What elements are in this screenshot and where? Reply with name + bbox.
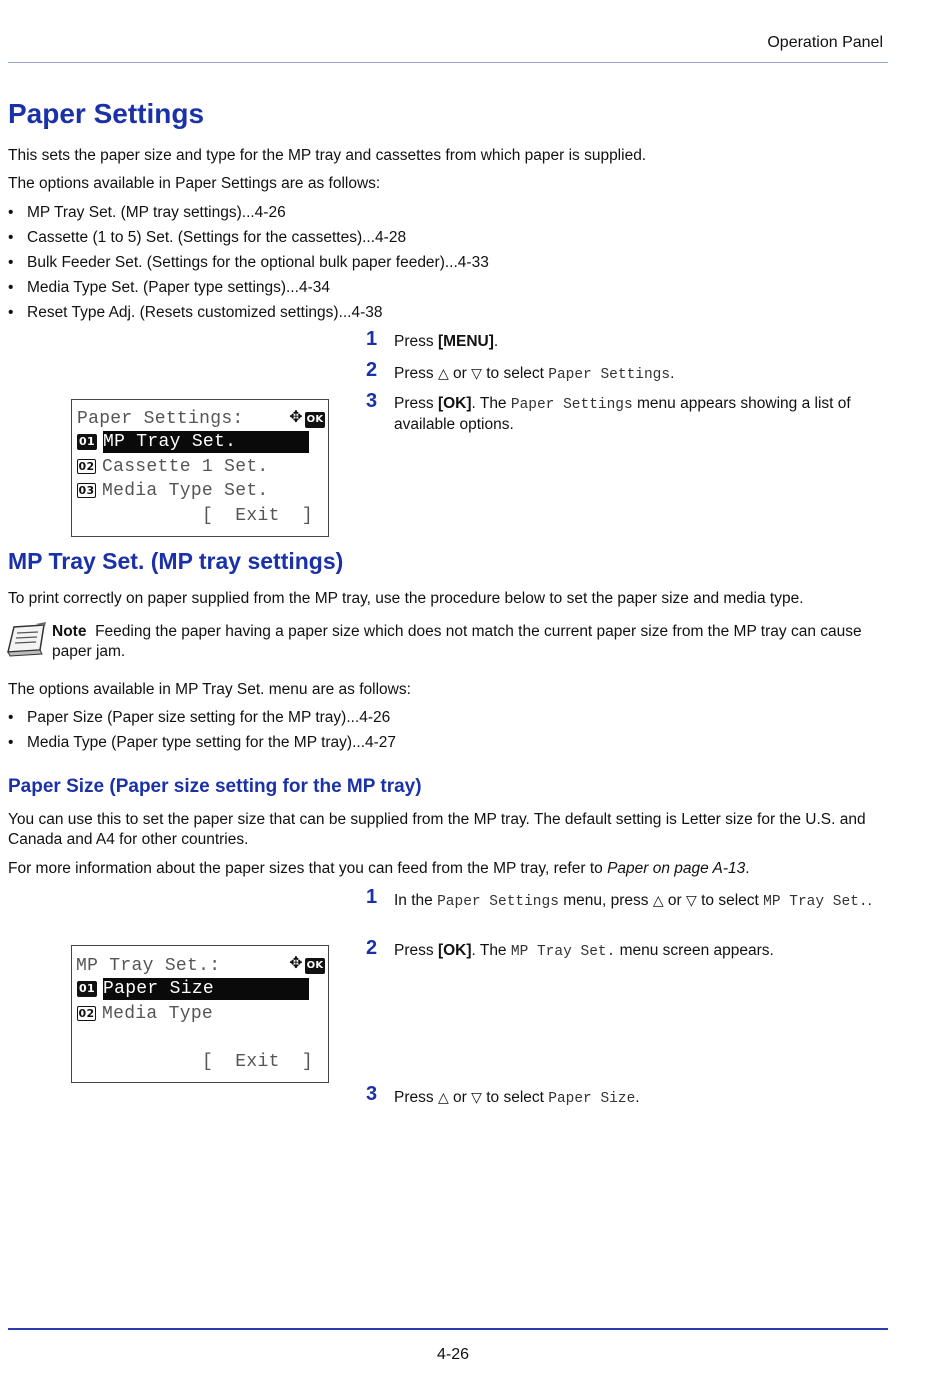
- step-text: Press: [394, 395, 438, 412]
- down-arrow-icon: ▽: [471, 1089, 482, 1105]
- reference-link[interactable]: Paper on page A-13: [607, 860, 746, 877]
- page-number: 4-26: [436, 1346, 470, 1363]
- step-2: [366, 937, 891, 962]
- list-item: • Media Type Set. (Paper type settings)...4-34: [8, 278, 888, 303]
- note-block: [52, 622, 887, 662]
- step-text: Press: [394, 942, 438, 959]
- step-text: or: [663, 892, 687, 909]
- item-number-badge: 03: [78, 484, 95, 497]
- step-text: Press: [394, 365, 438, 382]
- lcd-header-icons: [289, 407, 325, 428]
- key-ok: [OK]: [437, 395, 472, 412]
- step-text: to select: [481, 1089, 549, 1106]
- item-number-badge: 01: [77, 981, 97, 997]
- step-number: 2: [366, 937, 378, 959]
- lcd-header-icons: [289, 953, 325, 974]
- lcd-item-label: MP Tray Set.: [103, 431, 309, 453]
- lcd-menu-item: [77, 480, 269, 502]
- down-arrow-icon: ▽: [471, 365, 482, 381]
- section-title-paper-size: Paper Size (Paper size setting for the MP tray): [8, 776, 422, 797]
- step-text: menu appears showing a list of available options.: [394, 395, 851, 433]
- item-number-badge: 02: [78, 1007, 95, 1020]
- step-3: [366, 1083, 891, 1109]
- four-way-arrow-icon: ✥: [289, 407, 303, 426]
- step-text: menu screen appears.: [615, 942, 774, 959]
- step-text: . The: [471, 395, 511, 412]
- list-item: • Bulk Feeder Set. (Settings for the optional bulk paper feeder)...4-33: [8, 253, 888, 278]
- key-menu: [MENU]: [437, 333, 494, 350]
- step-text: Press: [394, 333, 438, 350]
- paper-size-description: You can use this to set the paper size that can be supplied from the MP tray. The default setting is Letter size for the U.S. and Canada and A4 for other countries.: [8, 811, 866, 848]
- menu-code: Paper Settings: [510, 397, 633, 413]
- lcd-menu-item: [77, 1003, 213, 1025]
- menu-code: MP Tray Set.: [763, 894, 868, 910]
- list-item: • MP Tray Set. (MP tray settings)...4-26: [8, 203, 888, 228]
- paper-settings-steps: [366, 328, 891, 435]
- step-1: [366, 886, 891, 941]
- list-item: • Media Type (Paper type setting for the MP tray)...4-27: [8, 733, 888, 758]
- item-number-badge: 01: [77, 434, 97, 450]
- list-item: • Reset Type Adj. (Resets customized settings)...4-38: [8, 303, 888, 328]
- section-title-paper-settings: Paper Settings: [8, 98, 205, 129]
- paper-size-reference: [8, 859, 888, 879]
- list-item: • Paper Size (Paper size setting for the MP tray)...4-26: [8, 708, 888, 733]
- step-text: .: [635, 1089, 640, 1106]
- paper-settings-intro: This sets the paper size and type for the MP tray and cassettes from which paper is supplied.: [8, 147, 647, 164]
- mp-tray-intro: To print correctly on paper supplied from the MP tray, use the procedure below to set the paper size and media type.: [8, 590, 804, 607]
- lcd-title: Paper Settings:: [77, 409, 244, 429]
- step-text: or: [448, 1089, 472, 1106]
- step-text: to select: [481, 365, 549, 382]
- step-text: .: [493, 333, 499, 350]
- step-1: [366, 328, 891, 363]
- reference-text: For more information about the paper sizes that you can feed from the MP tray, refer to: [8, 860, 608, 877]
- note-icon: [6, 621, 48, 657]
- note-label: Note: [52, 623, 87, 640]
- paper-size-step-3-wrap: [366, 1083, 891, 1109]
- lcd-menu-item-selected: [77, 978, 309, 1000]
- footer-rule: [8, 1328, 888, 1330]
- reference-text: .: [745, 860, 750, 877]
- step-text: . The: [471, 942, 511, 959]
- menu-code: MP Tray Set.: [510, 944, 616, 960]
- step-number: 2: [366, 359, 378, 381]
- lcd-title: MP Tray Set.:: [76, 956, 221, 976]
- running-header: Operation Panel: [767, 34, 883, 51]
- lcd-item-label: Cassette 1 Set.: [102, 457, 269, 477]
- ok-key-icon: OK: [305, 412, 325, 428]
- list-item: • Cassette (1 to 5) Set. (Settings for the cassettes)...4-28: [8, 228, 888, 253]
- menu-code: Paper Settings: [548, 367, 671, 383]
- paper-settings-options-intro: The options available in Paper Settings are as follows:: [8, 175, 381, 192]
- step-text: .: [867, 892, 872, 909]
- header-rule: [8, 62, 888, 63]
- lcd-item-label: Media Type: [102, 1004, 214, 1024]
- menu-code: Paper Size: [548, 1091, 636, 1107]
- lcd-exit-softkey: [ Exit ]: [202, 1052, 314, 1072]
- down-arrow-icon: ▽: [686, 892, 697, 908]
- step-text: In the: [394, 892, 438, 909]
- lcd-panel-mp-tray-set: [71, 945, 329, 1083]
- step-text: .: [670, 365, 675, 382]
- mp-tray-options-intro: The options available in MP Tray Set. menu are as follows:: [8, 681, 411, 698]
- up-arrow-icon: △: [437, 1089, 449, 1105]
- paper-size-steps: [366, 886, 891, 962]
- lcd-menu-item-selected: [77, 431, 309, 453]
- lcd-exit-softkey: [ Exit ]: [202, 506, 314, 526]
- ok-key-icon: OK: [305, 958, 325, 974]
- step-text: to select: [696, 892, 764, 909]
- key-ok: [OK]: [437, 942, 472, 959]
- step-3: [366, 390, 891, 435]
- step-text: menu, press: [558, 892, 653, 909]
- four-way-arrow-icon: ✥: [289, 953, 303, 972]
- lcd-item-label: Media Type Set.: [102, 481, 269, 501]
- lcd-panel-paper-settings: [71, 399, 329, 537]
- menu-code: Paper Settings: [437, 894, 559, 910]
- step-text: or: [448, 365, 472, 382]
- lcd-item-label: Paper Size: [103, 978, 309, 1000]
- step-number: 3: [366, 390, 378, 412]
- step-number: 3: [366, 1083, 378, 1105]
- up-arrow-icon: △: [437, 365, 449, 381]
- paper-settings-option-list: [8, 203, 888, 328]
- mp-tray-option-list: [8, 708, 888, 758]
- up-arrow-icon: △: [652, 892, 664, 908]
- step-text: Press: [394, 1089, 438, 1106]
- step-number: 1: [366, 328, 378, 350]
- step-number: 1: [366, 886, 378, 908]
- step-2: [366, 359, 891, 394]
- item-number-badge: 02: [78, 460, 95, 473]
- section-title-mp-tray: MP Tray Set. (MP tray settings): [8, 548, 344, 574]
- note-text: Feeding the paper having a paper size which does not match the current paper size from the MP tray can cause paper jam.: [52, 623, 862, 660]
- lcd-menu-item: [77, 456, 269, 478]
